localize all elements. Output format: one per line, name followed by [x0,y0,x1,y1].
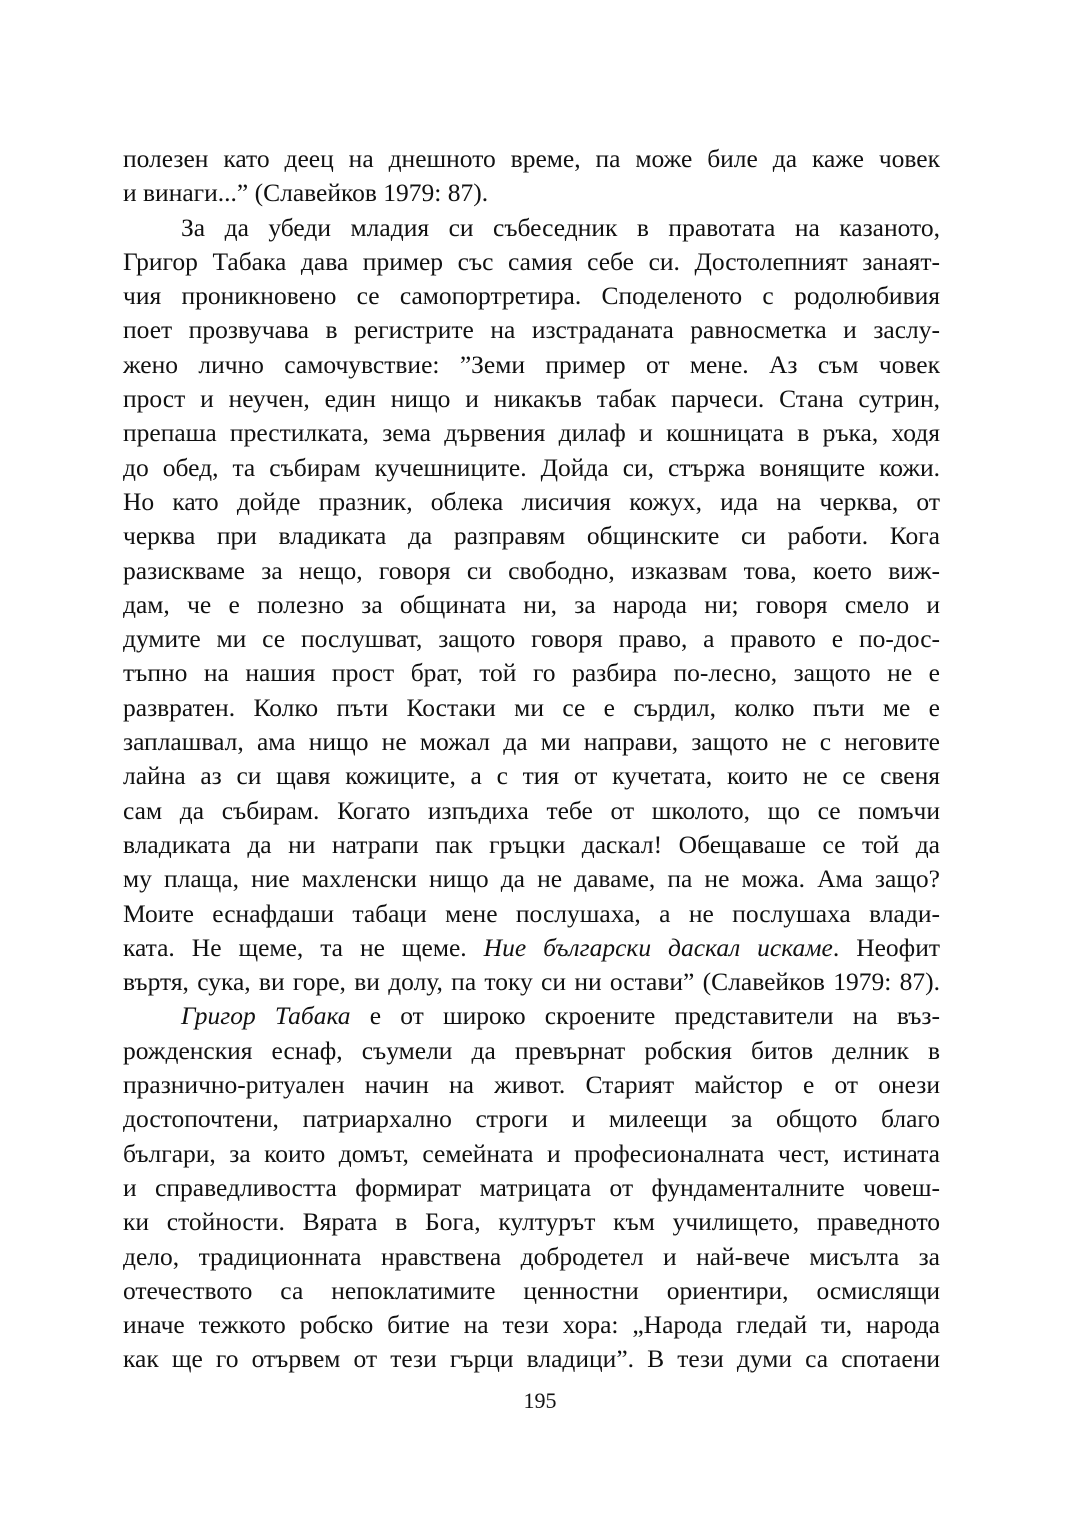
text-line: За да убеди младия си събеседник в правотата на казаното, [181,212,940,242]
text-line: развратен. Колко пъти Костаки ми се е сърдил, колко пъти ме е [123,692,940,722]
text-line: и справедливостта формират матрицата от фундаменталните човеш- [123,1172,940,1202]
text-line: иначе тежкото робско битие на тези хора: „Народа гледай ти, народа [123,1310,940,1340]
text-line: и винаги...” (Славейков 1979: 87). [123,178,489,208]
text-line: жено лично самочувствие: ”Земи пример от мене. Аз съм човек [123,349,940,379]
text-line: достопочтени, патриархално строги и милеещи за общото благо [123,1104,940,1134]
text-line: до обед, та събирам кучешниците. Дойда си, стържа вонящите кожи. [123,452,940,482]
text-line: как ще го отървем от тези гърци владици”. В тези думи са спотаени [123,1344,940,1374]
text-line: българи, за които домът, семейната и професионалната чест, истината [123,1138,940,1168]
text-line: черква при владиката да разправям общинските си работи. Кога [123,521,940,551]
text-segment: . Неофит [832,932,940,962]
text-line: полезен като деец на днешното време, па може биле да каже човек [123,144,940,173]
italic-quote: Ние български даскал искаме [483,932,833,962]
text-segment: е от широко скроените представители на въз- [350,1001,940,1031]
text-line: Григор Табака дава пример със самия себе си. Достолепният занаят- [123,246,940,276]
text-line: думите ми се послушват, защото говоря право, а правото е по-дос- [123,624,940,654]
text-line: Моите еснафдаши табаци мене послушаха, а не послушаха влади- [123,898,940,928]
text-line: въртя, сука, ви горе, ви долу, па току си ни остави” (Славейков 1979: 87). [123,967,940,997]
page-number: 195 [523,1388,557,1413]
text-line: препаша престилката, зема дървения дилаф и кошницата в ръка, ходя [123,418,940,448]
text-line: отечеството са непоклатимите ценностни ориентири, осмислящи [123,1275,940,1305]
text-line: Но като дойде празник, облека лисичия кожух, ида на черква, от [123,486,940,516]
text-line-mixed [123,931,940,965]
text-line: рожденския еснаф, съумели да превърнат робския битов делник в [123,1035,940,1065]
text-line: сам да събирам. Когато изпъдиха тебе от школото, що се помъчи [123,795,940,825]
text-segment: ката. Не щеме, та не щеме. [123,932,467,962]
text-line: дам, че е полезно за общината ни, за народа ни; говоря смело и [123,589,940,619]
text-line: тъпно на нашия прост брат, той го разбира по-лесно, защото не е [123,658,940,688]
text-line: дело, традиционната нравствена добродетел и най-вече мисълта за [123,1241,940,1271]
text-line: му плаща, ние махленски нищо да не даваме, па не можа. Ама защо? [123,864,940,894]
text-line: заплашвал, ама нищо не можал да ми направи, защото не с неговите [123,727,940,757]
text-line-mixed [123,999,940,1033]
text-line: лайна аз си щавя кожиците, а с тия от кучетата, които не се свеня [123,761,940,791]
italic-name: Григор Табака [181,1001,351,1031]
text-line: ки стойности. Вярата в Бога, културът към училището, праведното [123,1207,940,1237]
text-line: прост и неучен, един нищо и никакъв табак парчеси. Стана сутрин, [123,384,940,414]
text-line: празнично-ритуален начин на живот. Старият майстор е от онези [123,1070,940,1100]
text-line: чия проникновено се самопортретира. Споделеното с родолюбивия [123,281,940,311]
text-line: разискваме за нещо, говоря си свободно, изказвам това, което виж- [123,555,940,585]
page-body [123,142,940,1377]
text-line: поет прозвучава в регистрите на изстраданата равносметка и заслу- [123,315,940,345]
text-line: владиката да ни натрапи пак гръцки даскал! Обещаваше се той да [123,829,940,859]
